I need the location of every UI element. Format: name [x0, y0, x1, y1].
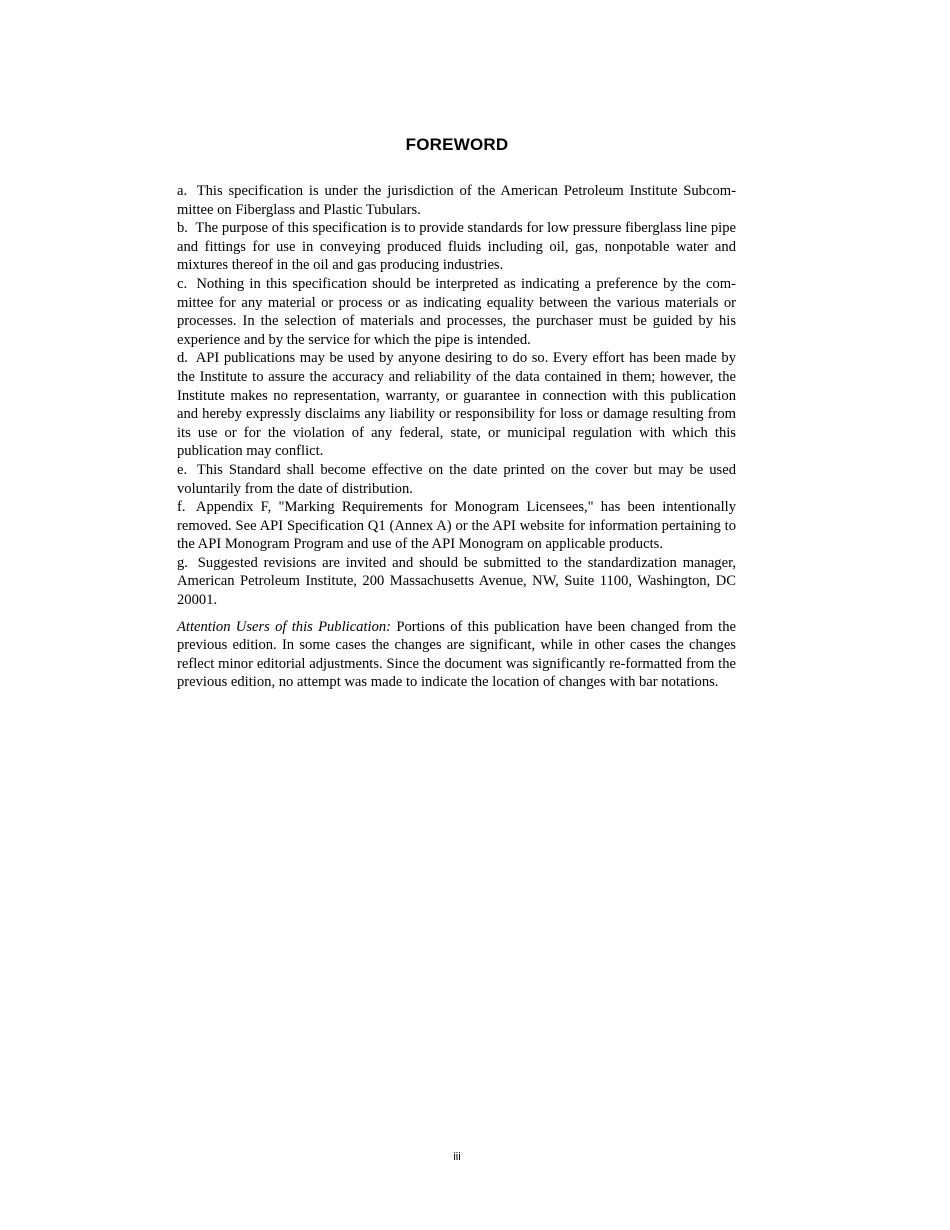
paragraph-g: [177, 554, 736, 610]
paragraph-text: This specification is under the jurisdiction of the American Petroleum Institute Subcommittee on Fiberglass and Plastic Tubulars.: [177, 183, 736, 218]
paragraph-f: [177, 498, 736, 554]
paragraph-label: f.: [177, 499, 186, 516]
paragraph-label: a.: [177, 183, 188, 199]
attention-text: Portions of this publication have been changed from the previous edition. In some cases the changes are significant, while in other cases the changes reflect minor editorial adjustments. Since the document was significantly re-formatted from the previous edition, no attempt was made to indicate the location of changes with bar notations.: [177, 618, 736, 691]
paragraph-text: The purpose of this specification is to provide standards for low pressure fiberglass line pipe and fittings for use in conveying produced fluids including oil, gas, nonpotable water and mixtures thereof in the oil and gas producing industries.: [177, 220, 736, 274]
paragraph-e: [177, 461, 736, 498]
paragraph-b: [177, 219, 736, 275]
paragraph-label: e.: [177, 461, 188, 478]
paragraph-label: d.: [177, 350, 188, 367]
paragraph-text: Appendix F, "Marking Requirements for Monogram Licensees," has been intentionally removed. See API Specification Q1 (Annex A) or the API website for information pertaining to the API Monogram Program and use of the API Monogram on applicable products.: [177, 499, 736, 553]
paragraph-text: Nothing in this specification should be interpreted as indicating a preference by the committee for any material or process or as indicating equality between the various materials or processes. In the selection of materials and processes, the purchaser must be guided by his experience and by the service for which the pipe is intended.: [177, 275, 736, 348]
paragraph-text: This Standard shall become effective on the date printed on the cover but may be used voluntarily from the date of distribution.: [177, 461, 736, 497]
paragraph-a: [177, 182, 736, 219]
page-number: iii: [453, 1151, 461, 1163]
paragraph-label: c.: [177, 275, 188, 292]
attention-lead: Attention Users of this Publication:: [177, 618, 392, 635]
foreword-body: [177, 182, 736, 692]
paragraph-text: Suggested revisions are invited and should be submitted to the standardization manager, American Petroleum Institute, 200 Massachusetts Avenue, NW, Suite 1100, Washington, DC 20001.: [177, 554, 736, 609]
paragraph-text: API publications may be used by anyone desiring to do so. Every effort has been made by the Institute to assure the accuracy and reliability of the data contained in them; however, the Institute makes no representation, warranty, or guarantee in connection with this publication and hereby expressly disclaims any liability or responsibility for loss or damage resulting from its use or for the violation of any federal, state, or municipal regulation with which this publication may conflict.: [177, 350, 737, 460]
paragraph-d: [177, 349, 736, 461]
paragraph-label: g.: [177, 554, 188, 571]
attention-notice: [177, 618, 736, 692]
paragraph-label: b.: [177, 220, 188, 237]
paragraph-c: [177, 275, 736, 349]
page-title: FOREWORD: [405, 135, 509, 154]
